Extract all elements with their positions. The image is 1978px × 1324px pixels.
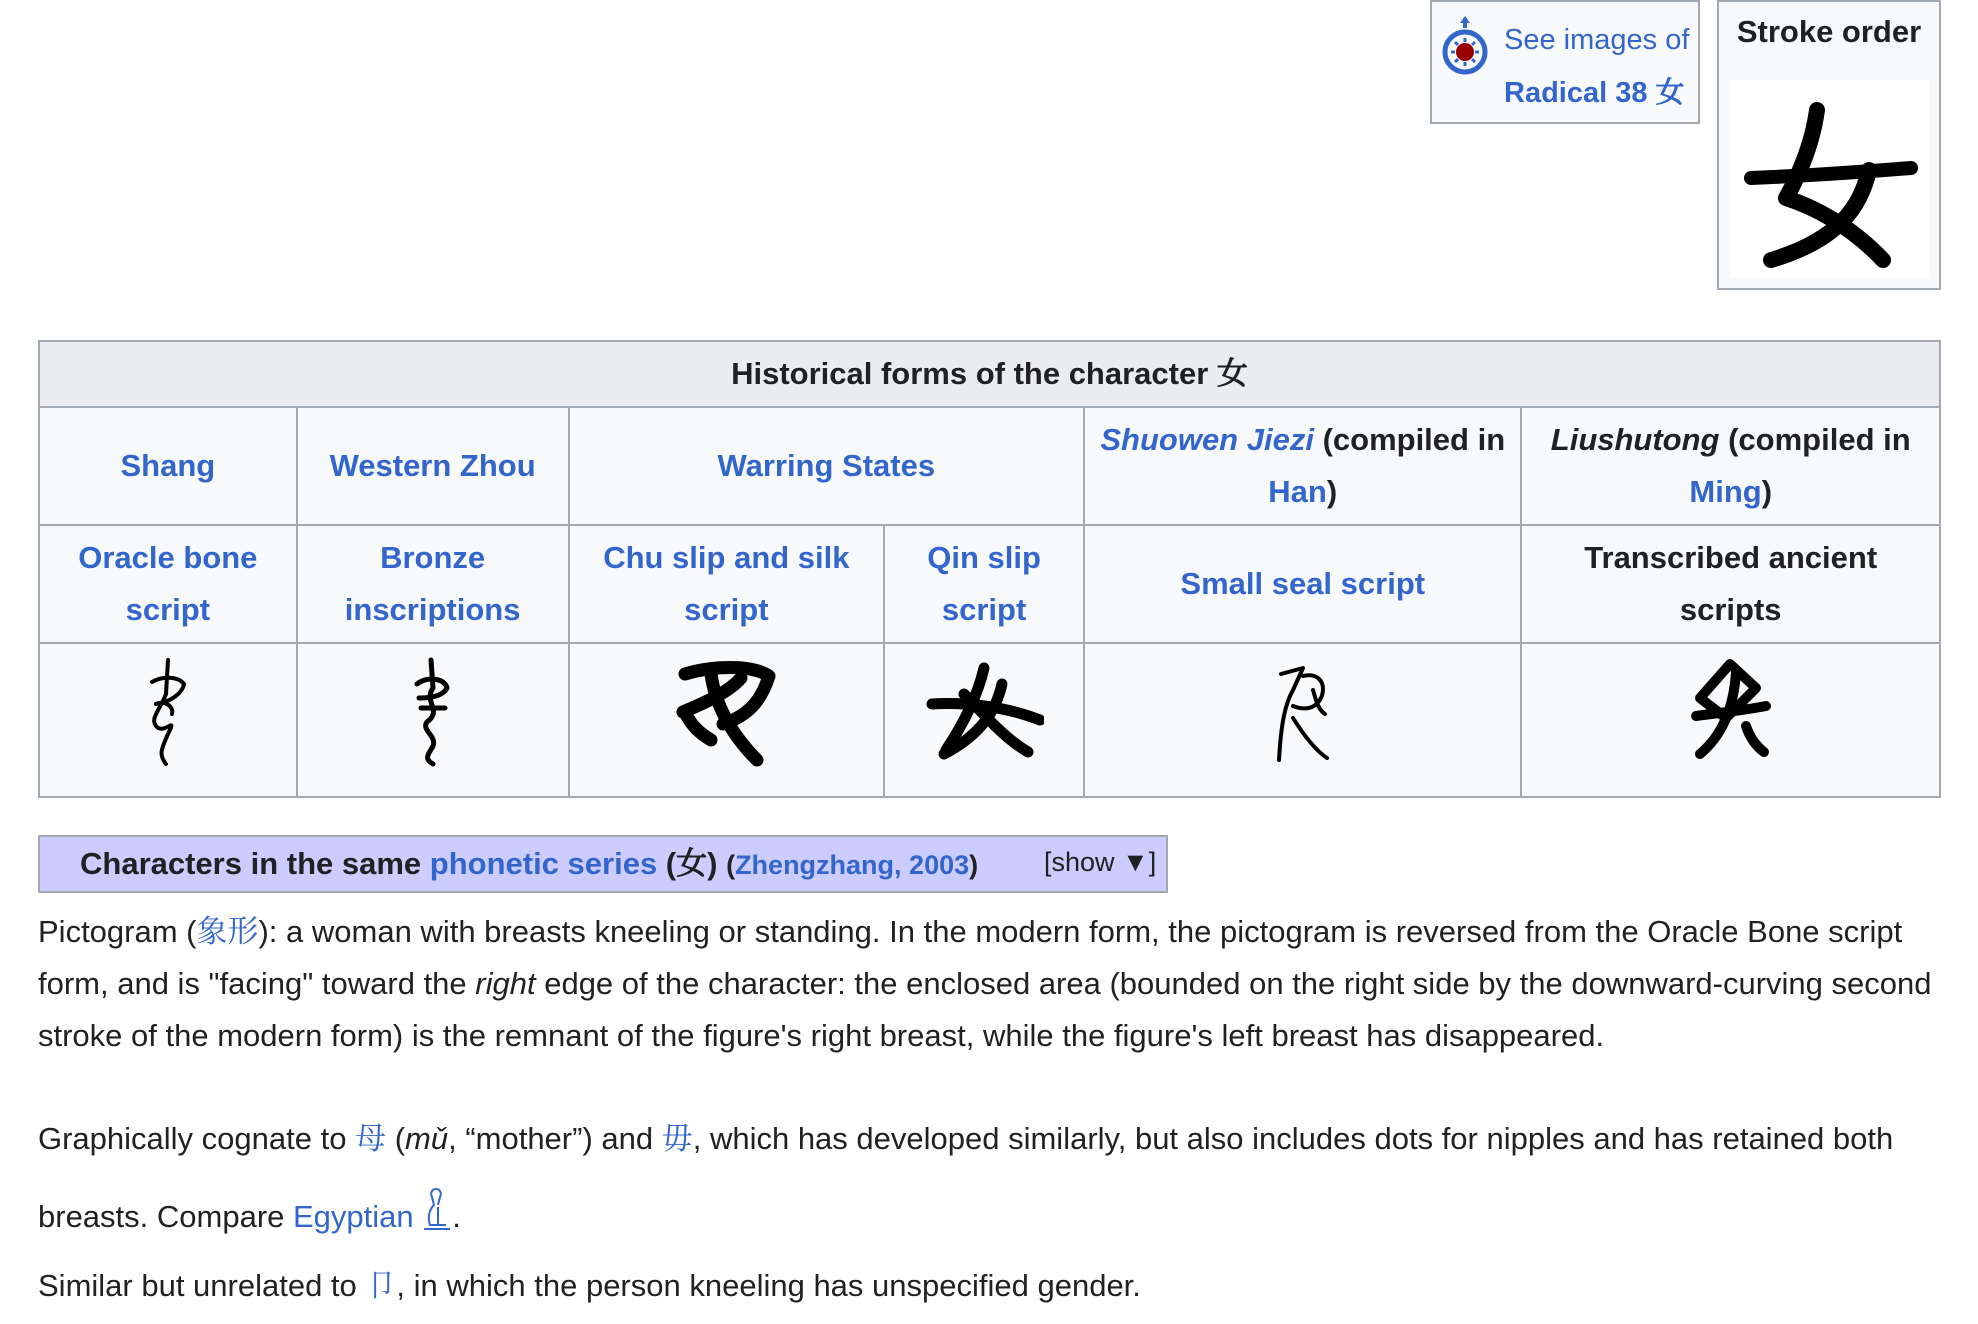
- shuowen-compiled-text: (compiled in: [1313, 422, 1506, 457]
- table-caption-text: Historical forms of the character 女: [731, 356, 1248, 391]
- etymology-paragraph-3: [38, 1262, 1938, 1310]
- shuowen-close-paren: ): [1326, 474, 1338, 509]
- chu-glyph-cell: [569, 643, 885, 797]
- commons-line1: See images of: [1504, 24, 1690, 56]
- historical-forms-table: [38, 340, 1941, 798]
- script-oracle-cell: [39, 525, 297, 643]
- p1-text-b: ): a woman with breasts kneeling or standing. In the modern form, the pictogram is reversed from the Oracle Bone script form, and is "facing" toward the: [38, 914, 1903, 1001]
- egyptian-hieroglyph-icon[interactable]: [422, 1184, 452, 1262]
- p2-text-d: , which has developed similarly, but also includes dots for nipples and has retained both breasts. Compare: [38, 1121, 1894, 1234]
- phonetic-char-open: (: [657, 846, 677, 881]
- p1-text-c: edge of the character: the enclosed area (bounded on the right side by the downward-curving second stroke of the modern form) is the remnant of the figure's right breast, while the figure's left breast has disappeared.: [38, 966, 1932, 1053]
- stroke-order-image[interactable]: [1731, 80, 1929, 278]
- period-western-zhou-link[interactable]: Western Zhou: [329, 448, 536, 483]
- phonetic-char-close: ): [707, 846, 727, 881]
- phonetic-prefix: Characters in the same: [80, 846, 430, 881]
- phonetic-series-title: [80, 837, 978, 892]
- p2-text-c: , “mother”) and: [448, 1121, 662, 1156]
- bronze-inscriptions-link[interactable]: Bronze inscriptions: [344, 540, 521, 627]
- phonetic-series-link[interactable]: phonetic series: [429, 846, 658, 881]
- period-shuowen-cell: [1084, 407, 1521, 525]
- qin-slip-link[interactable]: Qin slip script: [927, 540, 1041, 627]
- p3-text-b: , in which the person kneeling has unspecified gender.: [396, 1268, 1141, 1303]
- period-shang-link[interactable]: Shang: [120, 448, 216, 483]
- script-transcribed-cell: [1521, 525, 1940, 643]
- stroke-order-box: [1717, 0, 1941, 290]
- pictogram-link[interactable]: 象形: [196, 914, 259, 950]
- small-seal-script-link[interactable]: Small seal script: [1180, 566, 1426, 601]
- transcribed-glyph-cell: [1521, 643, 1940, 797]
- period-liushutong-cell: [1521, 407, 1940, 525]
- period-warring-states-link[interactable]: Warring States: [717, 448, 936, 483]
- chu-slip-link[interactable]: Chu slip and silk script: [603, 540, 850, 627]
- stroke-order-title: Stroke order: [1736, 14, 1922, 49]
- ming-link[interactable]: Ming: [1689, 474, 1762, 509]
- bronze-inscription-glyph-image[interactable]: [403, 654, 463, 770]
- p3-text-a: Similar but unrelated to: [38, 1268, 366, 1303]
- table-caption: [39, 341, 1940, 407]
- commons-box: [1430, 0, 1700, 124]
- seal-glyph-cell: [1084, 643, 1521, 797]
- egyptian-link[interactable]: Egyptian: [293, 1199, 414, 1234]
- script-chu-cell: [569, 525, 885, 643]
- oracle-bone-glyph-image[interactable]: [138, 654, 198, 770]
- p1-italic-right: right: [475, 966, 536, 1001]
- chu-slip-glyph-image[interactable]: [671, 654, 781, 770]
- reference-close: ): [969, 850, 979, 880]
- transcribed-scripts-label: Transcribed ancient scripts: [1584, 540, 1878, 627]
- p2-text-b: (: [386, 1121, 406, 1156]
- script-qin-cell: [884, 525, 1084, 643]
- bronze-glyph-cell: [297, 643, 569, 797]
- wu-char-link[interactable]: 毋: [661, 1121, 693, 1157]
- commons-line2: Radical 38 女: [1504, 77, 1685, 109]
- phonetic-series-box: [38, 835, 1168, 893]
- period-western-zhou-cell: [297, 407, 569, 525]
- p1-text-a: Pictogram (: [38, 914, 197, 949]
- commons-link[interactable]: [1504, 14, 1689, 120]
- shuowen-jiezi-link[interactable]: Shuowen Jiezi: [1100, 422, 1314, 457]
- reference-open: (: [726, 850, 736, 880]
- p2-text-e: .: [452, 1199, 461, 1234]
- p2-text-a: Graphically cognate to: [38, 1121, 356, 1156]
- script-bronze-cell: [297, 525, 569, 643]
- zhengzhang-reference-link[interactable]: Zhengzhang, 2003: [735, 850, 970, 880]
- small-seal-glyph-image[interactable]: [1263, 654, 1343, 770]
- oracle-bone-script-link[interactable]: Oracle bone script: [78, 540, 258, 627]
- qin-glyph-cell: [884, 643, 1084, 797]
- etymology-paragraph-2: [38, 1100, 1938, 1262]
- period-shang-cell: [39, 407, 297, 525]
- han-link[interactable]: Han: [1268, 474, 1327, 509]
- qin-slip-glyph-image[interactable]: [924, 654, 1044, 770]
- transcribed-glyph-image[interactable]: [1686, 654, 1776, 770]
- oracle-glyph-cell: [39, 643, 297, 797]
- script-seal-cell: [1084, 525, 1521, 643]
- jie-char-link[interactable]: 卩: [365, 1268, 397, 1304]
- liushutong-close-paren: ): [1761, 474, 1773, 509]
- etymology-paragraph-1: [38, 906, 1938, 1062]
- show-toggle-button[interactable]: [show ▼]: [1044, 847, 1157, 877]
- wikimedia-commons-icon[interactable]: [1440, 14, 1490, 80]
- p2-italic-mu: mǔ: [405, 1121, 449, 1156]
- liushutong-title: Liushutong: [1550, 422, 1720, 457]
- mother-char-link[interactable]: 母: [355, 1121, 387, 1157]
- liushutong-compiled-text: (compiled in: [1719, 422, 1911, 457]
- phonetic-char: 女: [676, 846, 708, 881]
- period-warring-states-cell: [569, 407, 1084, 525]
